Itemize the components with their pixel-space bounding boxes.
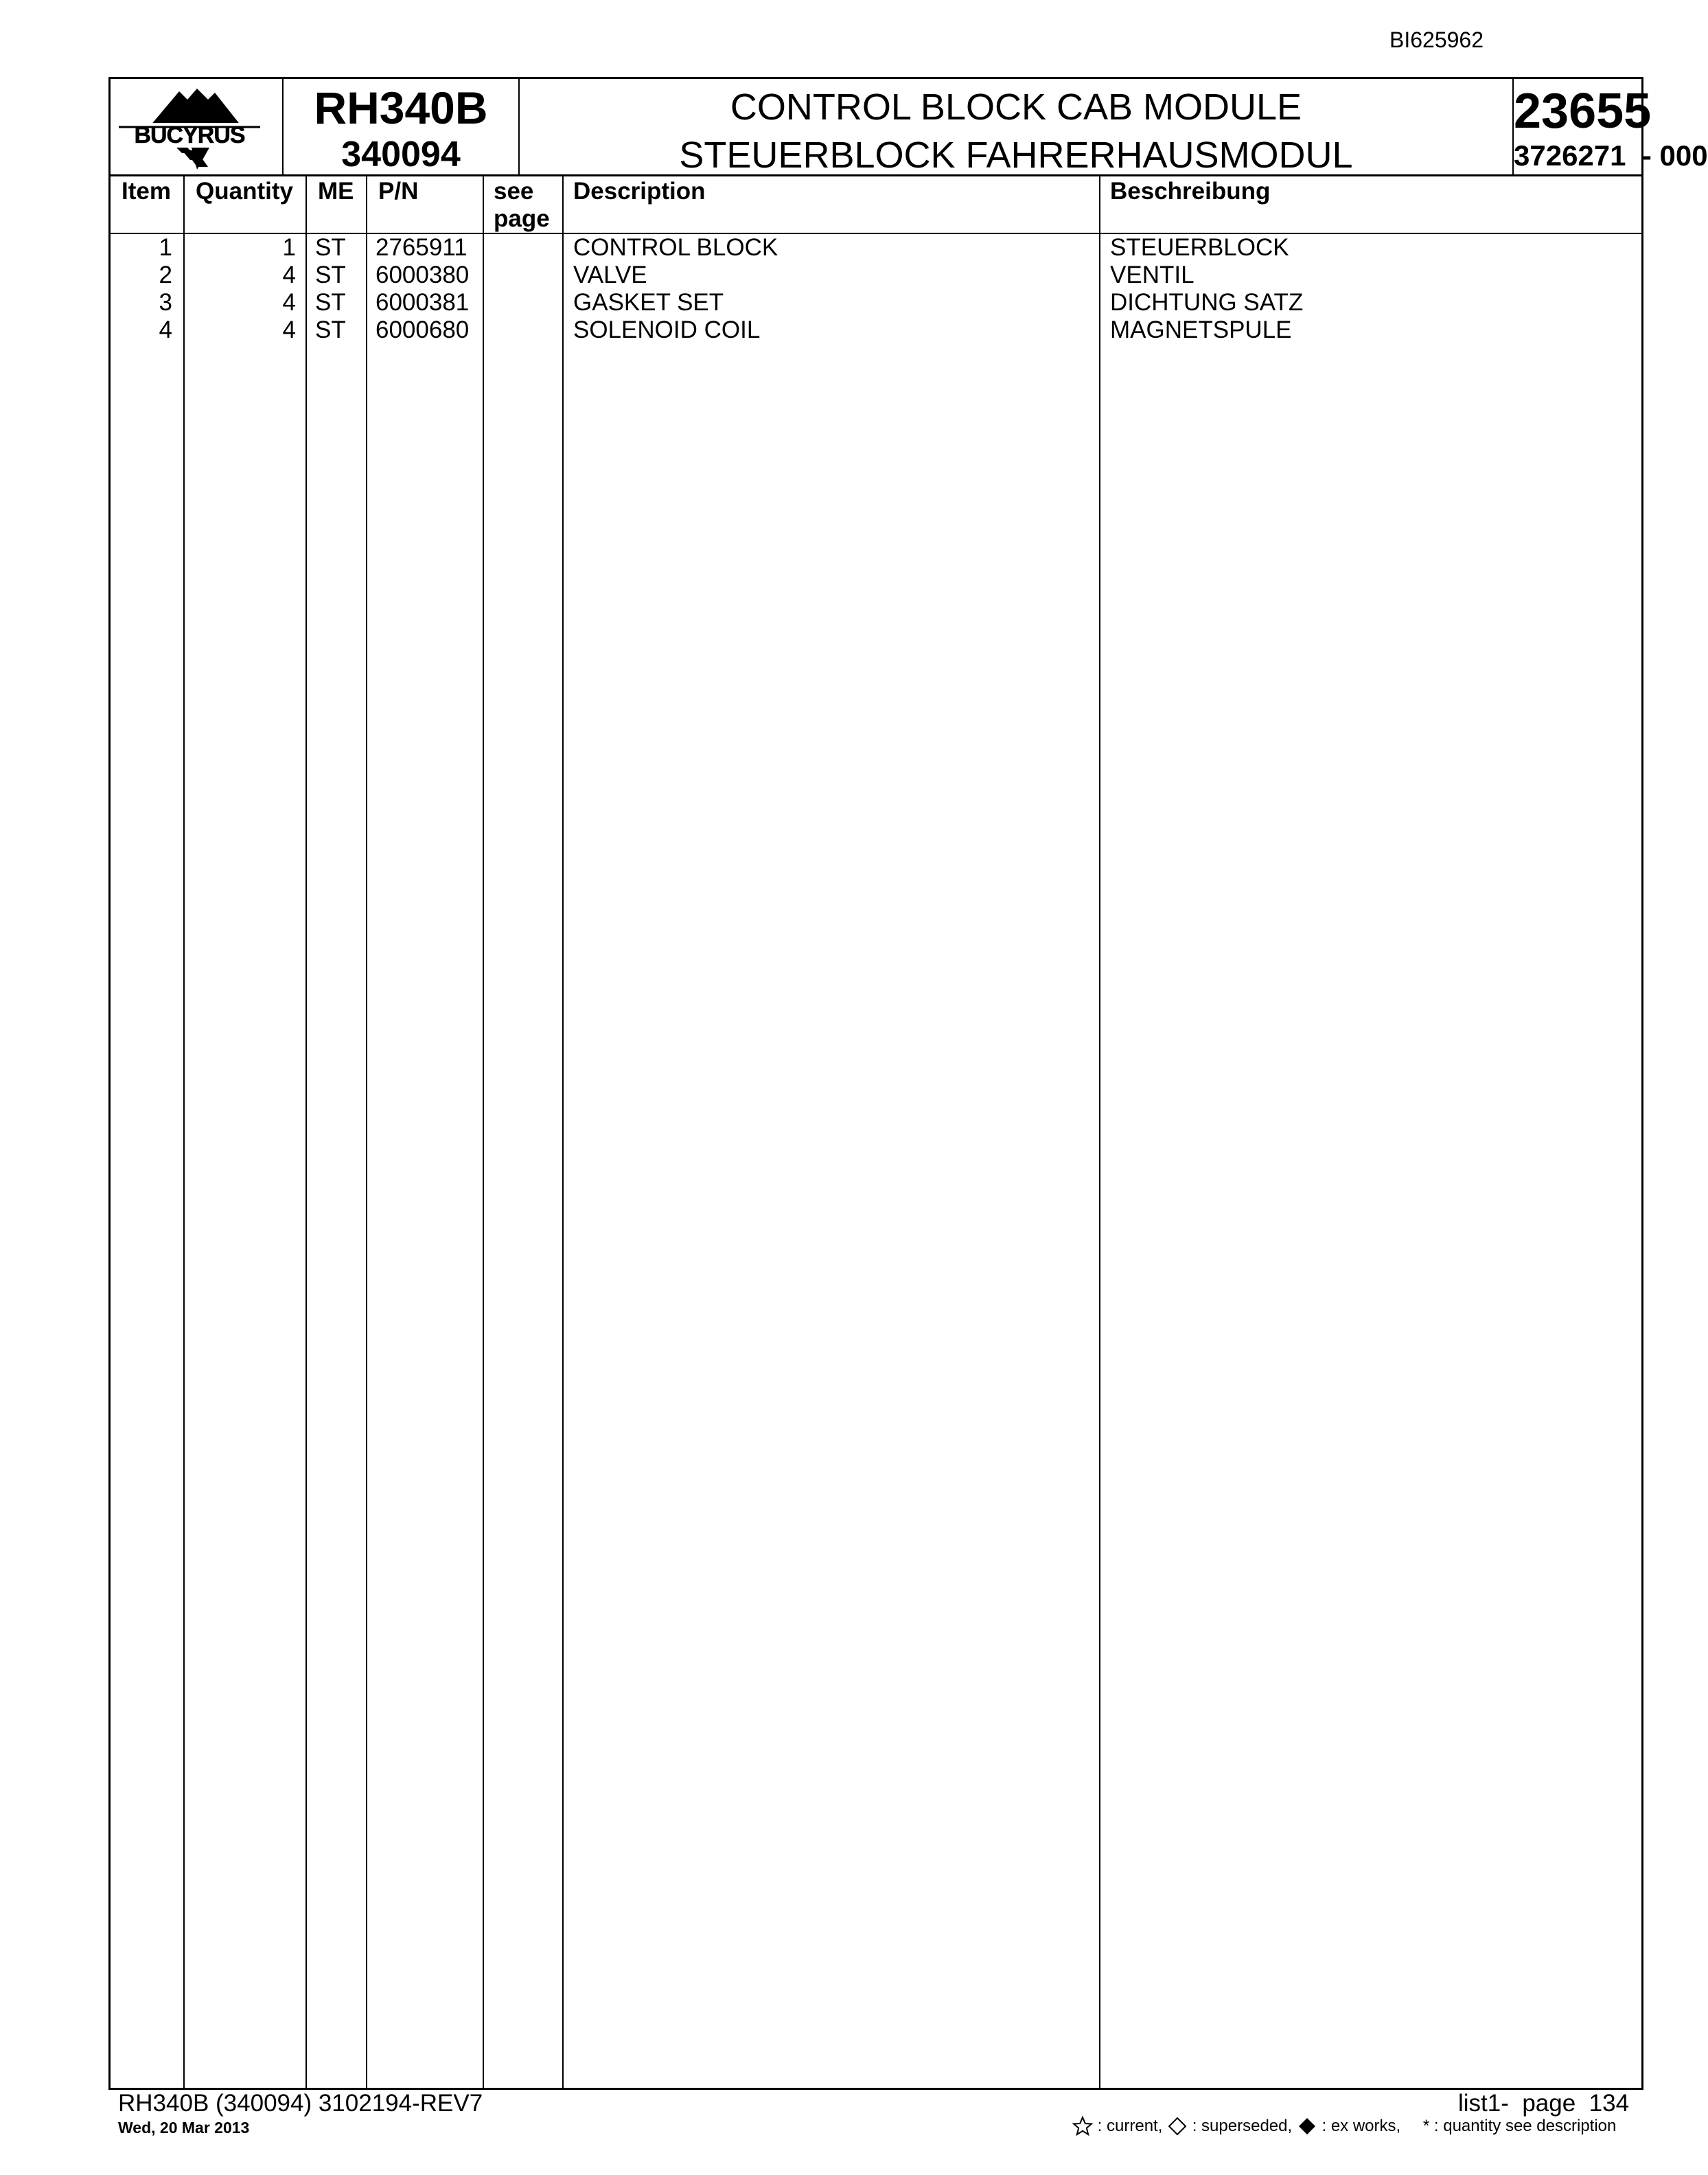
table-row xyxy=(111,289,1641,317)
item-cell: 4 xyxy=(159,317,172,343)
item-cell: 1 xyxy=(159,234,172,261)
quantity-cell: 4 xyxy=(282,289,296,316)
table-row xyxy=(111,317,1641,344)
column-divider xyxy=(183,176,185,2088)
me-cell: ST xyxy=(315,317,346,343)
column-divider xyxy=(562,176,564,2088)
diamond-outline-icon xyxy=(1167,2116,1188,2137)
svg-text:BUCYRUS: BUCYRUS xyxy=(134,122,245,148)
column-divider xyxy=(483,176,484,2088)
item-cell: 2 xyxy=(159,262,172,288)
item-cell: 3 xyxy=(159,289,172,316)
drawing-number: 3726271 - 000 xyxy=(1514,139,1708,172)
serial-number: 340094 xyxy=(341,135,461,174)
bucyrus-logo xyxy=(111,79,268,176)
quantity-cell: 4 xyxy=(282,262,296,288)
column-header-item: Item xyxy=(122,178,171,205)
title-block xyxy=(108,77,1708,176)
column-divider xyxy=(366,176,367,2088)
me-cell: ST xyxy=(315,289,346,316)
title-german: STEUERBLOCK FAHRERHAUSMODUL xyxy=(679,135,1353,176)
document-id: BI625962 xyxy=(1389,27,1484,52)
pn-cell: 6000680 xyxy=(376,317,470,343)
table-row xyxy=(111,262,1641,289)
legend-superseded-label: : superseded, xyxy=(1192,2117,1293,2135)
column-header-description: Description xyxy=(573,178,706,205)
pn-cell: 2765911 xyxy=(376,234,468,261)
column-header-quantity: Quantity xyxy=(196,178,293,205)
quantity-cell: 4 xyxy=(282,317,296,343)
quantity-cell: 1 xyxy=(282,234,296,261)
beschreibung-cell: MAGNETSPULE xyxy=(1110,317,1292,343)
diamond-filled-icon xyxy=(1297,2116,1317,2137)
group-number: 23655 xyxy=(1514,84,1652,139)
beschreibung-cell: STEUERBLOCK xyxy=(1110,234,1289,261)
beschreibung-cell: VENTIL xyxy=(1110,262,1195,288)
me-cell: ST xyxy=(315,262,346,288)
column-divider xyxy=(305,176,307,2088)
column-header-beschreibung: Beschreibung xyxy=(1110,178,1271,205)
description-cell: GASKET SET xyxy=(573,289,724,316)
description-cell: SOLENOID COIL xyxy=(573,317,761,343)
beschreibung-cell: DICHTUNG SATZ xyxy=(1110,289,1304,316)
description-cell: CONTROL BLOCK xyxy=(573,234,778,261)
model-cell xyxy=(284,79,520,176)
column-header-see: see xyxy=(494,178,534,205)
legend-exworks-label: : ex works, xyxy=(1322,2117,1401,2135)
column-header-me: ME xyxy=(318,178,354,205)
legend-current-label: : current, xyxy=(1097,2117,1163,2135)
footer-page-number: list1- page 134 xyxy=(1458,2090,1630,2117)
title-english: CONTROL BLOCK CAB MODULE xyxy=(730,87,1302,128)
me-cell: ST xyxy=(315,234,346,261)
column-header-page: page xyxy=(494,205,550,232)
table-row xyxy=(111,234,1641,262)
status-legend xyxy=(1072,2116,1616,2137)
model-number: RH340B xyxy=(314,82,488,133)
pn-cell: 6000380 xyxy=(376,262,470,288)
pn-cell: 6000381 xyxy=(376,289,470,316)
legend-quantity-label: * : quantity see description xyxy=(1422,2117,1617,2135)
column-header-pn: P/N xyxy=(378,178,419,205)
parts-table xyxy=(108,174,1643,2090)
description-cell: VALVE xyxy=(573,262,647,288)
title-cell xyxy=(520,79,1514,176)
footer-reference: RH340B (340094) 3102194-REV7 xyxy=(118,2090,483,2117)
star-outline-icon xyxy=(1072,2116,1093,2137)
number-cell xyxy=(1514,79,1708,176)
column-divider xyxy=(1099,176,1100,2088)
logo-cell xyxy=(111,79,284,176)
footer-date: Wed, 20 Mar 2013 xyxy=(118,2119,250,2137)
